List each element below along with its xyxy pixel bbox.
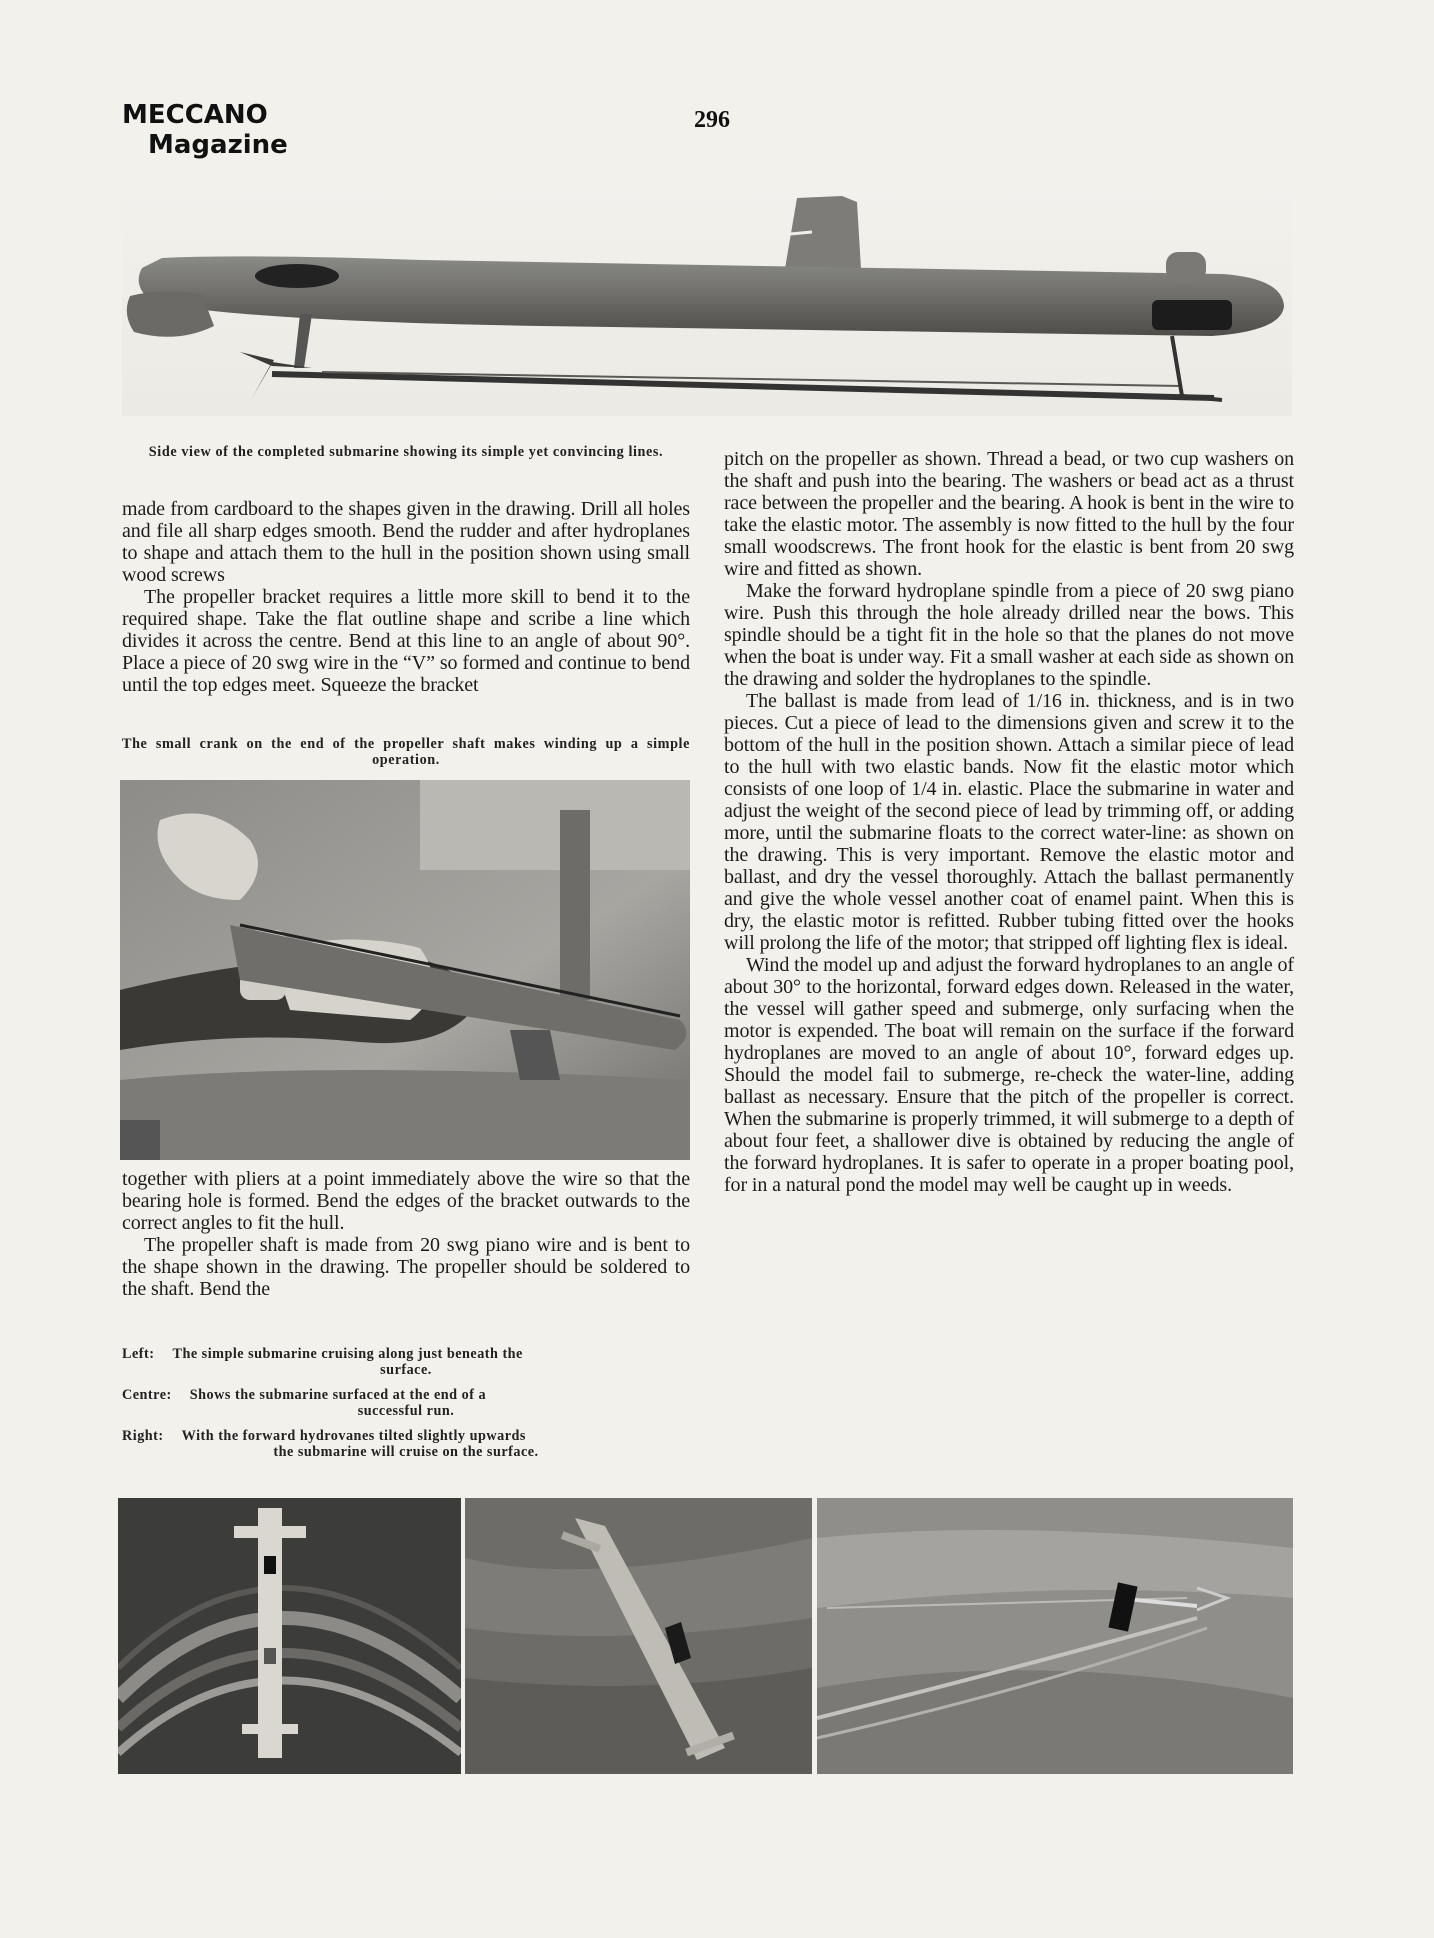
masthead: [122, 100, 288, 160]
caption-left-text: The simple submarine cruising along just beneath the: [172, 1346, 523, 1362]
left-para-3: together with pliers at a point immediately above the wire so that the bearing hole is formed. Bend the edges of the bracket outwards to the correct angles to fit the hull.: [122, 1168, 690, 1234]
submarine-cruising-photo: [118, 1498, 461, 1774]
left-para-1: made from cardboard to the shapes given in the drawing. Drill all holes and file all sharp edges smooth. Bend the rudder and after hydroplanes to shape and attach them to the hull in the position shown using small wood screws: [122, 498, 690, 586]
right-para-4: Wind the model up and adjust the forward hydroplanes to an angle of about 30° to the horizontal, forward edges down. Released in the water, the vessel will gather speed and submerge, only surfacing when the motor is expended. The boat will remain on the surface if the forward hydroplanes are moved to an angle of about 10°, forward edges up. Should the model fail to submerge, re-check the water-line, adding ballast as necessary. Ensure that the pitch of the propeller is correct. When the submarine is properly trimmed, it will submerge to a depth of about four feet, a shallower dive is obtained by reducing the angle of the forward hydroplanes. It is safer to operate in a proper boating pool, for in a natural pond the model may well be caught up in weeds.: [724, 954, 1294, 1196]
right-para-1: pitch on the propeller as shown. Thread a bead, or two cup washers on the shaft and push into the bearing. The washers or bead act as a thrust race between the propeller and the bearing. A hook is bent in the wire to take the elastic motor. The assembly is now fitted to the hull by the four small woodscrews. The front hook for the elastic is bent from 20 swg wire and fitted as shown.: [724, 448, 1294, 580]
submarine-surface-cruise-photo: [817, 1498, 1293, 1774]
caption-centre-label: Centre:: [122, 1387, 172, 1403]
caption-left-label: Left:: [122, 1346, 155, 1362]
submarine-surfaced-photo: [465, 1498, 812, 1774]
caption-left-cont: surface.: [380, 1362, 432, 1378]
caption-centre: [122, 1387, 690, 1419]
bottom-photo-captions: [122, 1346, 690, 1469]
winding-crank-photo: [120, 780, 690, 1160]
right-para-3: The ballast is made from lead of 1/16 in. thickness, and is in two pieces. Cut a piece of lead to the dimensions given and screw it to the bottom of the hull in the position shown. Attach a similar piece of lead to the hull with two elastic bands. Now fit the elastic motor which consists of one loop of 1/4 in. elastic. Place the submarine in water and adjust the weight of the second piece of lead by trimming off, or adding more, until the submarine floats to the correct water-line: as shown on the drawing. This is very important. Remove the elastic motor and ballast, and dry the vessel thoroughly. Attach the ballast permanently and give the whole vessel another coat of enamel paint. When this is dry, the elastic motor is refitted. Rubber tubing fitted over the hooks will prolong the life of the motor; that stripped off lighting flex is ideal.: [724, 690, 1294, 954]
caption-right: [122, 1428, 690, 1460]
caption-centre-cont: successful run.: [357, 1403, 455, 1419]
caption-right-cont: the submarine will cruise on the surface.: [273, 1444, 539, 1460]
masthead-subtitle: Magazine: [148, 130, 288, 160]
side-view-caption: Side view of the completed submarine showing its simple yet convincing lines.: [148, 444, 664, 460]
masthead-title: MECCANO: [122, 100, 268, 130]
page-number: 296: [694, 107, 730, 133]
right-para-2: Make the forward hydroplane spindle from a piece of 20 swg piano wire. Push this through the hole already drilled near the bows. This spindle should be a tight fit in the hole so that the planes do not move when the boat is under way. Fit a small washer at each side as shown on the drawing and solder the hydroplanes to the spindle.: [724, 580, 1294, 690]
left-column-text-2: [122, 1168, 690, 1300]
crank-caption: The small crank on the end of the propeller shaft makes winding up a simple operation.: [122, 736, 690, 768]
left-para-2: The propeller bracket requires a little more skill to bend it to the required shape. Take the flat outline shape and scribe a line which divides it across the centre. Bend at this line to an angle of about 90°. Place a piece of 20 swg wire in the “V” so formed and continue to bend until the top edges meet. Squeeze the bracket: [122, 586, 690, 696]
caption-right-text: With the forward hydrovanes tilted slightly upwards: [181, 1428, 526, 1444]
submarine-side-view-photo: [122, 186, 1292, 416]
caption-centre-text: Shows the submarine surfaced at the end of a: [189, 1387, 487, 1403]
caption-right-label: Right:: [122, 1428, 164, 1444]
left-column-text-1: [122, 498, 690, 696]
right-column-text: [724, 448, 1294, 1196]
left-para-4: The propeller shaft is made from 20 swg piano wire and is bent to the shape shown in the drawing. The propeller should be soldered to the shaft. Bend the: [122, 1234, 690, 1300]
caption-left: [122, 1346, 690, 1378]
